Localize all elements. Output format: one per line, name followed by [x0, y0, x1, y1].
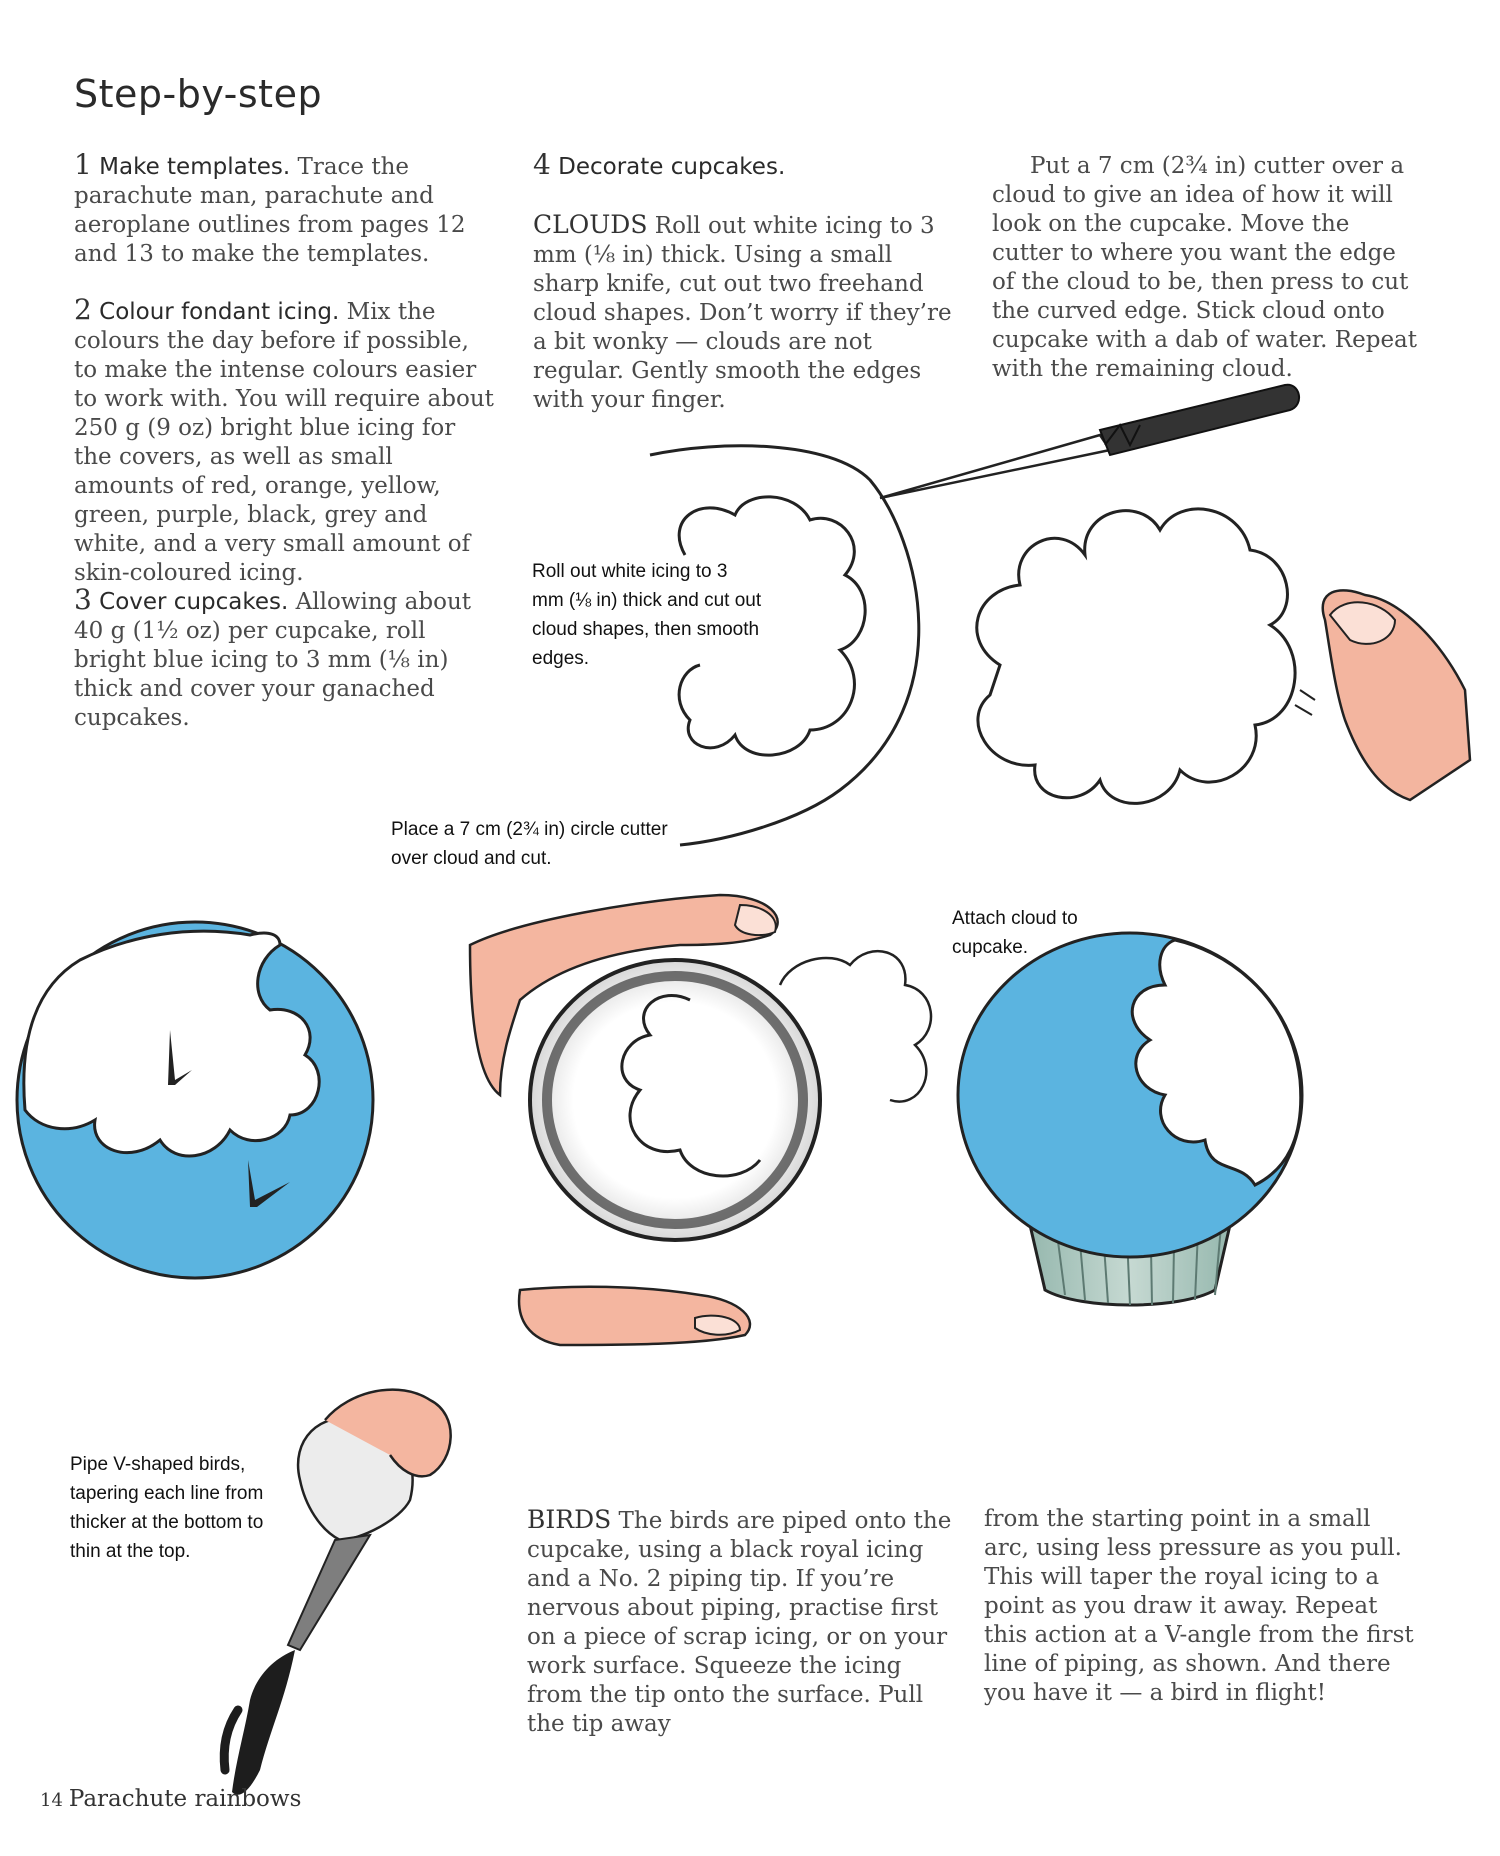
- section-name: Parachute rainbows: [68, 1786, 302, 1812]
- step-1-heading: Make templates.: [99, 154, 291, 180]
- step-3-heading: Cover cupcakes.: [99, 589, 289, 615]
- step-4-number: 4: [533, 148, 551, 181]
- cutter-illustration: [470, 895, 931, 1345]
- clouds-label: CLOUDS: [533, 210, 648, 239]
- caption-place: Place a 7 cm (2¾ in) circle cutter over cloud and cut.: [391, 819, 668, 869]
- step-2: [74, 295, 494, 588]
- birds-text-1: The birds are piped onto the cupcake, using a black royal icing and a No. 2 piping tip. If you’re nervous about piping, practise first on a piece of scrap icing, or on your work surface. Squeeze the icing from the tip onto the surface. Pull the tip away: [527, 1508, 952, 1737]
- step-1: [74, 150, 489, 269]
- cloud-shape-right: [977, 509, 1295, 803]
- clouds-paragraph: [533, 210, 963, 415]
- caption-attach: Attach cloud to cupcake.: [952, 908, 1078, 958]
- cupcake-illustration: [958, 933, 1302, 1305]
- finger-smoothing-illustration: [1295, 590, 1470, 800]
- birds-paragraph-1: [527, 1505, 962, 1739]
- page-footer: [40, 1786, 301, 1812]
- step-2-text: Mix the colours the day before if possible, to make the intense colours easier to work with. You will require about 250 g (9 oz) bright blue icing for the covers, as well as small amounts of red, orange, yellow, green, purple, black, grey and white, and a very small amount of skin-coloured icing.: [74, 299, 494, 586]
- cutter-paragraph: Put a 7 cm (2¾ in) cutter over a cloud to give an idea of how it will look on the cupcake. Move the cutter to where you want the edge of the cloud to be, then press to cut the curved edge. Stick cloud onto cupcake with a dab of water. Repeat with the remaining cloud.: [992, 153, 1418, 382]
- step-3-number: 3: [74, 583, 92, 616]
- birds-paragraph-2: from the starting point in a small arc, using less pressure as you pull. This will taper the royal icing to a point as you draw it away. Repeat this action at a V-angle from the first line of piping, as shown. And there you have it — a bird in flight!: [984, 1506, 1414, 1706]
- birds-cupcake-illustration: [17, 922, 373, 1278]
- step-3: [74, 585, 489, 733]
- page-number: 14: [40, 1790, 63, 1811]
- step-4: [533, 150, 963, 182]
- step-2-number: 2: [74, 293, 92, 326]
- step-3-text: Allowing about 40 g (1½ oz) per cupcake, roll bright blue icing to 3 mm (⅛ in) thick and cover your ganached cupcakes.: [74, 589, 472, 731]
- caption-pipe: Pipe V-shaped birds, tapering each line from thicker at the bottom to thin at the top.: [70, 1454, 264, 1562]
- step-1-text: Trace the parachute man, parachute and aeroplane outlines from pages 12 and 13 to make the templates.: [74, 154, 466, 267]
- birds-label: BIRDS: [527, 1505, 612, 1534]
- clouds-text: Roll out white icing to 3 mm (⅛ in) thick. Using a small sharp knife, cut out two freehand cloud shapes. Don’t worry if they’re a bit wonky — clouds are not regular. Gently smooth the edges with your finger.: [533, 213, 952, 413]
- step-4-heading: Decorate cupcakes.: [558, 154, 786, 180]
- caption-roll: Roll out white icing to 3 mm (⅛ in) thick and cut out cloud shapes, then smooth edges.: [532, 561, 762, 669]
- page-title: Step-by-step: [74, 72, 323, 116]
- step-2-heading: Colour fondant icing.: [99, 299, 340, 325]
- step-1-number: 1: [74, 148, 92, 181]
